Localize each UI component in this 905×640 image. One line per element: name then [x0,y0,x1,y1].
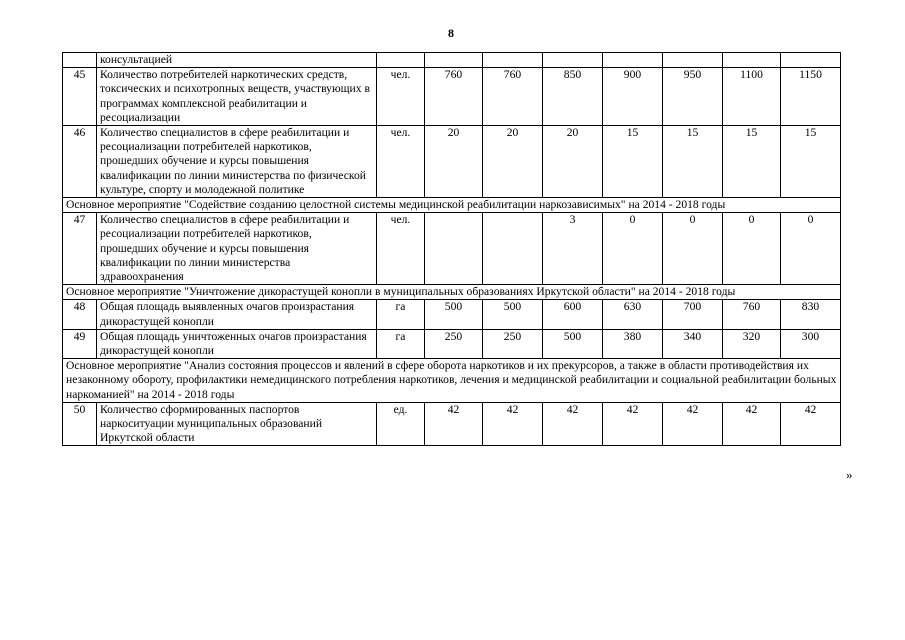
indicator-name: Количество специалистов в сфере реабилитации и ресоциализации потребителей наркотиков, прошедших обучение и курсы повышения квалификации по линии министерства по физической культуре, спорту и молодежной политике [97,126,377,198]
value-cell: 42 [543,402,603,446]
indicators-table [62,52,841,446]
value-cell: 700 [663,300,723,329]
value-cell [483,53,543,68]
table-row [63,300,841,329]
value-cell [483,213,543,285]
value-cell: 0 [723,213,781,285]
value-cell: 760 [483,68,543,126]
table-row [63,126,841,198]
value-cell: 250 [483,329,543,358]
value-cell: 340 [663,329,723,358]
value-cell: 15 [663,126,723,198]
indicator-name: консультацией [97,53,377,68]
page-number: 8 [448,26,454,40]
value-cell: 0 [781,213,841,285]
value-cell: 20 [483,126,543,198]
section-title: Основное мероприятие "Содействие созданию целостной системы медицинской реабилитации наркозависимых" на 2014 - 2018 годы [63,198,841,213]
value-cell: 3 [543,213,603,285]
table-row [63,53,841,68]
value-cell: 300 [781,329,841,358]
unit-cell: га [377,300,425,329]
indicator-name: Количество сформированных паспортов наркоситуации муниципальных образований Иркутской области [97,402,377,446]
row-number: 46 [63,126,97,198]
value-cell: 950 [663,68,723,126]
unit-cell: ед. [377,402,425,446]
unit-cell: чел. [377,68,425,126]
value-cell: 42 [603,402,663,446]
value-cell [543,53,603,68]
row-number: 47 [63,213,97,285]
section-title: Основное мероприятие "Уничтожение дикорастущей конопли в муниципальных образованиях Иркутской области" на 2014 - 2018 годы [63,285,841,300]
indicator-name: Количество специалистов в сфере реабилитации и ресоциализации потребителей наркотиков, прошедших обучение и курсы повышения квалификации по линии министерства здравоохранения [97,213,377,285]
indicator-name: Общая площадь выявленных очагов произрастания дикорастущей конопли [97,300,377,329]
value-cell: 320 [723,329,781,358]
row-number: 48 [63,300,97,329]
value-cell: 500 [483,300,543,329]
table-row [63,402,841,446]
value-cell: 1150 [781,68,841,126]
value-cell [425,53,483,68]
value-cell: 1100 [723,68,781,126]
value-cell: 15 [781,126,841,198]
section-row [63,359,841,403]
value-cell: 42 [781,402,841,446]
value-cell: 15 [723,126,781,198]
value-cell: 760 [425,68,483,126]
indicator-name: Общая площадь уничтоженных очагов произрастания дикорастущей конопли [97,329,377,358]
value-cell: 20 [543,126,603,198]
value-cell [603,53,663,68]
value-cell: 830 [781,300,841,329]
section-row [63,198,841,213]
value-cell: 250 [425,329,483,358]
value-cell: 15 [603,126,663,198]
unit-cell: чел. [377,126,425,198]
value-cell: 760 [723,300,781,329]
value-cell [425,213,483,285]
value-cell: 20 [425,126,483,198]
row-number: 45 [63,68,97,126]
value-cell: 850 [543,68,603,126]
value-cell [723,53,781,68]
value-cell: 42 [425,402,483,446]
value-cell: 380 [603,329,663,358]
row-number: 50 [63,402,97,446]
unit-cell: га [377,329,425,358]
table-row [63,329,841,358]
value-cell: 900 [603,68,663,126]
row-number [63,53,97,68]
value-cell: 600 [543,300,603,329]
value-cell [663,53,723,68]
unit-cell [377,53,425,68]
table-row [63,213,841,285]
value-cell: 42 [483,402,543,446]
value-cell: 0 [663,213,723,285]
table-row [63,68,841,126]
value-cell [781,53,841,68]
value-cell: 630 [603,300,663,329]
section-row [63,285,841,300]
value-cell: 42 [663,402,723,446]
value-cell: 0 [603,213,663,285]
section-title: Основное мероприятие "Анализ состояния процессов и явлений в сфере оборота наркотиков и их прекурсоров, а также в области противодействия их незаконному обороту, профилактики немедицинского потребления наркотиков, лечения и медицинской реабилитации и социальной реабилитации больных наркоманией" на 2014 - 2018 годы [63,359,841,403]
closing-quote-mark: » [846,467,853,482]
value-cell: 500 [425,300,483,329]
unit-cell: чел. [377,213,425,285]
value-cell: 42 [723,402,781,446]
indicator-name: Количество потребителей наркотических средств, токсических и психотропных веществ, участвующих в программах комплексной реабилитации и ресоциализации [97,68,377,126]
row-number: 49 [63,329,97,358]
value-cell: 500 [543,329,603,358]
